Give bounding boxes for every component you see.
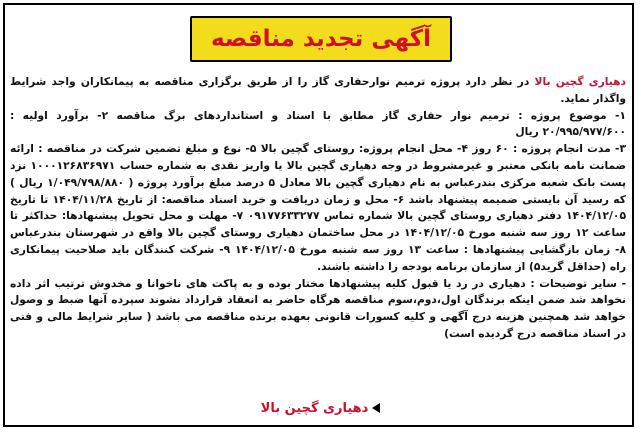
intro-text: در نظر دارد پروژه ترمیم نوارحفاری گاز را از طریق برگزاری مناقصه به پیمانکاران واجد شرایط واگذار نماید. xyxy=(10,75,626,105)
other-text: : دهیاری در رد یا قبول کلیه پیشنهادها مختار بوده و به پاکت های ناخوانا و مخدوش ترتیب اثر داده نخواهد شد ضمن اینکه برندگان اول،دوم،سوم مناقصه هرگاه حاضر به انعقاد قرارداد نشوند سپرده آنها ضبط و وصول خواهد شد همچنین هزینه درج آگهی و کلیه کسورات قانونی بعهده برنده مناقصه می باشد ( سایر شرایط مالی و فنی در اسناد مناقصه درج گردیده است) xyxy=(10,276,626,340)
title-banner xyxy=(190,16,452,62)
item-paragraph-2: ۳- مدت انجام پروژه : ۶۰ روز ۴- محل انجام پروژه: روستای گچین بالا ۵- نوع و مبلغ تضمین شرکت در مناقصه : ارائه ضمانت نامه بانکی معتبر و غیرمشروط در وجه دهیاری گچین بالا یا واریز نقدی به شماره حساب ۱۰۰۰۱۲۶۸۳۶۹۷۱ نزد پست بانک شعبه مرکزی بندرعباس به نام دهیاری گچین بالا معادل ۵ درصد مبلغ برآورد پروژه ( ۱/۰۴۹/۷۹۸/۸۸۰ ریال ) که رسید آن بایستی ضمیمه پیشنهاد باشد ۶- محل و زمان دریافت و خرید اسناد مناقصه: از تاریخ ۱۴۰۴/۱۱/۲۸ تا تاریخ ۱۴۰۴/۱۲/۰۵ دفتر دهیاری روستای گچین بالا شماره تماس ۰۹۱۷۷۶۳۳۲۷۷ ۷- مهلت و محل تحویل پیشنهادها: حداکثر تا ساعت ۱۲ روز سه شنبه مورخ ۱۴۰۴/۱۲/۰۵ در محل ساختمان دهیاری روستای گچین بالا واقع در شهرستان بندرعباس ۸- زمان بازگشایی پیشنهادها : ساعت ۱۳ روز سه شنبه مورخ ۱۴۰۴/۱۲/۰۵ ۹- شرکت کنندگان باید صلاحیت پیمانکاری راه (حداقل گرید۵) از سازمان برنامه بودجه را داشته باشند. xyxy=(10,142,627,273)
footer xyxy=(0,398,641,418)
triangle-left-icon xyxy=(372,403,380,413)
item-paragraph-1: ۱- موضوع پروژه : ترمیم نوار حفاری گاز مطابق با اسناد و استانداردهای برگ مناقصه ۲- برآورد اولیه : ۲۰/۹۹۵/۹۷۷/۶۰۰ ریال xyxy=(10,108,626,139)
other-label: - سایر توضیحات xyxy=(539,276,627,290)
other-paragraph xyxy=(10,276,626,343)
footer-signature: دهیاری گچین بالا xyxy=(260,400,369,416)
org-name: دهیاری گچین بالا xyxy=(534,75,627,88)
intro-paragraph xyxy=(10,74,626,108)
footer-inner xyxy=(261,401,381,416)
notice-body xyxy=(10,74,626,343)
notice-title: آگهی تجدید مناقصه xyxy=(210,26,432,52)
